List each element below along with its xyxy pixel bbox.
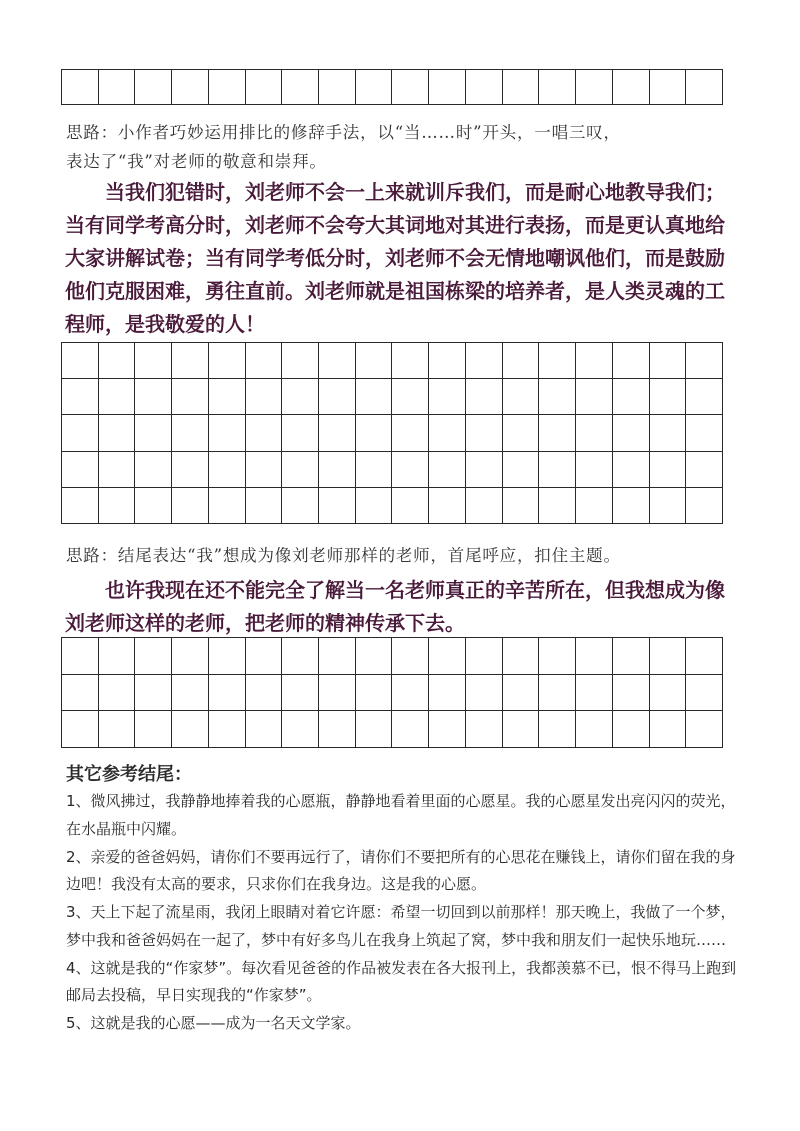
- grid-cell[interactable]: [502, 711, 539, 748]
- reference-ending-item: 4、这就是我的“作家梦”。每次看见爸爸的作品被发表在各大报刊上，我都羡慕不已，恨不得马上跑到邮局去投稿，早日实现我的“作家梦”。: [66, 958, 737, 1004]
- grid-cell[interactable]: [392, 415, 429, 451]
- grid-cell[interactable]: [282, 415, 319, 451]
- grid-cell[interactable]: [612, 638, 649, 675]
- grid-cell[interactable]: [392, 487, 429, 523]
- grid-cell[interactable]: [429, 487, 466, 523]
- grid-row: [62, 638, 723, 675]
- grid-cell[interactable]: [319, 711, 356, 748]
- grid-cell[interactable]: [502, 70, 539, 105]
- sample-paragraph-2: 也许我现在还不能完全了解当一名老师真正的辛苦所在，但我想成为像刘老师这样的老师，把老师的精神传承下去。: [65, 578, 725, 635]
- grid-cell[interactable]: [539, 415, 576, 451]
- grid-cell[interactable]: [392, 451, 429, 487]
- grid-cell[interactable]: [172, 487, 209, 523]
- grid-cell[interactable]: [649, 415, 686, 451]
- grid-cell[interactable]: [539, 451, 576, 487]
- grid-cell[interactable]: [245, 638, 282, 675]
- grid-row: [62, 415, 723, 451]
- grid-cell[interactable]: [392, 343, 429, 379]
- grid-cell[interactable]: [576, 415, 613, 451]
- grid-cell[interactable]: [612, 487, 649, 523]
- hint-note-2: 思路：结尾表达“我”想成为像刘老师那样的老师，首尾呼应，扣住主题。: [66, 546, 621, 565]
- grid-cell[interactable]: [539, 711, 576, 748]
- grid-cell[interactable]: [392, 674, 429, 711]
- grid-cell[interactable]: [649, 711, 686, 748]
- grid-cell[interactable]: [208, 343, 245, 379]
- reference-endings-title: 其它参考结尾：: [66, 764, 192, 785]
- reference-ending-item: 3、天上下起了流星雨，我闭上眼睛对着它许愿：希望一切回到以前那样！那天晚上，我做了一个梦，梦中我和爸爸妈妈在一起了，梦中有好多鸟儿在我身上筑起了窝，梦中我和朋友们一起快乐地玩……: [66, 903, 736, 949]
- grid-cell[interactable]: [576, 638, 613, 675]
- grid-cell[interactable]: [612, 711, 649, 748]
- grid-cell[interactable]: [282, 711, 319, 748]
- grid-cell[interactable]: [208, 379, 245, 415]
- reference-ending-item: 5、这就是我的心愿——成为一名天文学家。: [66, 1014, 361, 1032]
- grid-cell[interactable]: [98, 415, 135, 451]
- grid-cell[interactable]: [172, 711, 209, 748]
- grid-cell[interactable]: [612, 415, 649, 451]
- grid-cell[interactable]: [612, 451, 649, 487]
- grid-cell[interactable]: [465, 674, 502, 711]
- grid-cell[interactable]: [649, 70, 686, 105]
- grid-cell[interactable]: [502, 343, 539, 379]
- grid-cell[interactable]: [355, 638, 392, 675]
- grid-cell[interactable]: [576, 451, 613, 487]
- hint-note-1-line-2: 表达了“我”对老师的敬意和崇拜。: [66, 152, 327, 171]
- grid-cell[interactable]: [172, 638, 209, 675]
- grid-cell[interactable]: [576, 379, 613, 415]
- grid-cell[interactable]: [98, 674, 135, 711]
- grid-cell[interactable]: [355, 674, 392, 711]
- grid-cell[interactable]: [62, 674, 99, 711]
- grid-cell[interactable]: [319, 343, 356, 379]
- grid-cell[interactable]: [429, 415, 466, 451]
- grid-cell[interactable]: [172, 70, 209, 105]
- grid-cell[interactable]: [62, 415, 99, 451]
- reference-ending-item: 1、微风拂过，我静静地捧着我的心愿瓶，静静地看着里面的心愿星。我的心愿星发出亮闪闪的荧光，在水晶瓶中闪耀。: [66, 792, 736, 838]
- grid-cell[interactable]: [539, 487, 576, 523]
- grid-cell[interactable]: [245, 711, 282, 748]
- grid-cell[interactable]: [539, 638, 576, 675]
- grid-cell[interactable]: [576, 711, 613, 748]
- grid-cell[interactable]: [319, 674, 356, 711]
- grid-cell[interactable]: [649, 451, 686, 487]
- grid-cell[interactable]: [135, 70, 172, 105]
- grid-cell[interactable]: [355, 451, 392, 487]
- grid-cell[interactable]: [245, 451, 282, 487]
- grid-cell[interactable]: [465, 343, 502, 379]
- sample-paragraph-1: 当我们犯错时，刘老师不会一上来就训斥我们，而是耐心地教导我们；当有同学考高分时，刘老师不会夸大其词地对其进行表扬，而是更认真地给大家讲解试卷；当有同学考低分时，刘老师不会无情地嘲讽他们，而是鼓励他们克服困难，勇往直前。刘老师就是祖国栋梁的培养者，是人类灵魂的工程师，是我敬爱的人！: [65, 180, 725, 336]
- grid-cell[interactable]: [135, 451, 172, 487]
- grid-row: [62, 70, 723, 105]
- grid-cell[interactable]: [208, 415, 245, 451]
- grid-cell[interactable]: [62, 487, 99, 523]
- grid-cell[interactable]: [392, 379, 429, 415]
- reference-endings-list: [66, 788, 738, 1038]
- grid-cell[interactable]: [98, 70, 135, 105]
- grid-cell[interactable]: [502, 451, 539, 487]
- grid-cell[interactable]: [686, 451, 723, 487]
- writing-grid-1[interactable]: [61, 69, 723, 105]
- grid-cell[interactable]: [282, 343, 319, 379]
- writing-grid-3[interactable]: [61, 637, 723, 748]
- grid-cell[interactable]: [576, 674, 613, 711]
- grid-cell[interactable]: [172, 415, 209, 451]
- grid-cell[interactable]: [245, 487, 282, 523]
- grid-cell[interactable]: [282, 379, 319, 415]
- grid-cell[interactable]: [282, 638, 319, 675]
- grid-cell[interactable]: [355, 487, 392, 523]
- grid-cell[interactable]: [649, 674, 686, 711]
- grid-cell[interactable]: [319, 451, 356, 487]
- grid-cell[interactable]: [502, 415, 539, 451]
- grid-cell[interactable]: [649, 343, 686, 379]
- grid-cell[interactable]: [208, 487, 245, 523]
- grid-row: [62, 487, 723, 523]
- grid-cell[interactable]: [319, 70, 356, 105]
- grid-cell[interactable]: [502, 487, 539, 523]
- grid-cell[interactable]: [465, 70, 502, 105]
- grid-cell[interactable]: [612, 343, 649, 379]
- grid-cell[interactable]: [649, 638, 686, 675]
- grid-cell[interactable]: [62, 343, 99, 379]
- grid-cell[interactable]: [539, 343, 576, 379]
- grid-cell[interactable]: [319, 638, 356, 675]
- grid-cell[interactable]: [539, 379, 576, 415]
- grid-cell[interactable]: [282, 70, 319, 105]
- grid-cell[interactable]: [98, 379, 135, 415]
- grid-cell[interactable]: [282, 674, 319, 711]
- grid-cell[interactable]: [135, 343, 172, 379]
- grid-cell[interactable]: [649, 487, 686, 523]
- grid-cell[interactable]: [245, 415, 282, 451]
- grid-cell[interactable]: [208, 70, 245, 105]
- grid-cell[interactable]: [429, 674, 466, 711]
- grid-cell[interactable]: [429, 711, 466, 748]
- grid-cell[interactable]: [392, 70, 429, 105]
- grid-cell[interactable]: [612, 70, 649, 105]
- grid-cell[interactable]: [576, 343, 613, 379]
- grid-cell[interactable]: [319, 379, 356, 415]
- hint-note-1: [66, 118, 736, 176]
- hint-note-1-line-1: 思路：小作者巧妙运用排比的修辞手法，以“当……时”开头，一唱三叹，: [66, 123, 621, 142]
- grid-cell[interactable]: [576, 70, 613, 105]
- grid-cell[interactable]: [172, 343, 209, 379]
- grid-cell[interactable]: [282, 487, 319, 523]
- grid-cell[interactable]: [429, 451, 466, 487]
- grid-cell[interactable]: [245, 70, 282, 105]
- grid-cell[interactable]: [649, 379, 686, 415]
- grid-cell[interactable]: [392, 638, 429, 675]
- grid-row: [62, 451, 723, 487]
- grid-cell[interactable]: [62, 638, 99, 675]
- grid-cell[interactable]: [686, 638, 723, 675]
- grid-cell[interactable]: [465, 379, 502, 415]
- grid-cell[interactable]: [429, 70, 466, 105]
- grid-row: [62, 711, 723, 748]
- grid-cell[interactable]: [539, 70, 576, 105]
- grid-cell[interactable]: [612, 674, 649, 711]
- grid-cell[interactable]: [465, 711, 502, 748]
- grid-cell[interactable]: [686, 674, 723, 711]
- grid-cell[interactable]: [355, 343, 392, 379]
- grid-cell[interactable]: [539, 674, 576, 711]
- reference-ending-item: 2、亲爱的爸爸妈妈，请你们不要再远行了，请你们不要把所有的心思花在赚钱上，请你们留在我的身边吧！我没有太高的要求，只求你们在我身边。这是我的心愿。: [66, 847, 736, 893]
- grid-cell[interactable]: [502, 638, 539, 675]
- grid-cell[interactable]: [502, 674, 539, 711]
- grid-cell[interactable]: [576, 487, 613, 523]
- grid-cell[interactable]: [172, 379, 209, 415]
- grid-cell[interactable]: [98, 487, 135, 523]
- writing-grid-2[interactable]: [61, 342, 723, 524]
- grid-cell[interactable]: [686, 415, 723, 451]
- grid-cell[interactable]: [686, 70, 723, 105]
- grid-cell[interactable]: [612, 379, 649, 415]
- grid-cell[interactable]: [429, 343, 466, 379]
- grid-cell[interactable]: [62, 70, 99, 105]
- grid-row: [62, 343, 723, 379]
- grid-cell[interactable]: [62, 451, 99, 487]
- grid-cell[interactable]: [355, 379, 392, 415]
- grid-cell[interactable]: [282, 451, 319, 487]
- grid-cell[interactable]: [686, 487, 723, 523]
- grid-cell[interactable]: [98, 711, 135, 748]
- grid-cell[interactable]: [172, 674, 209, 711]
- grid-cell[interactable]: [135, 379, 172, 415]
- grid-cell[interactable]: [686, 379, 723, 415]
- grid-row: [62, 379, 723, 415]
- grid-cell[interactable]: [465, 487, 502, 523]
- grid-cell[interactable]: [135, 711, 172, 748]
- grid-cell[interactable]: [98, 638, 135, 675]
- grid-cell[interactable]: [355, 711, 392, 748]
- grid-row: [62, 674, 723, 711]
- grid-cell[interactable]: [135, 674, 172, 711]
- grid-cell[interactable]: [465, 451, 502, 487]
- grid-cell[interactable]: [465, 638, 502, 675]
- grid-cell[interactable]: [208, 711, 245, 748]
- grid-cell[interactable]: [62, 711, 99, 748]
- grid-cell[interactable]: [686, 711, 723, 748]
- grid-cell[interactable]: [245, 343, 282, 379]
- grid-cell[interactable]: [429, 638, 466, 675]
- grid-cell[interactable]: [135, 415, 172, 451]
- grid-cell[interactable]: [465, 415, 502, 451]
- grid-cell[interactable]: [208, 451, 245, 487]
- grid-cell[interactable]: [319, 487, 356, 523]
- grid-cell[interactable]: [502, 379, 539, 415]
- grid-cell[interactable]: [208, 674, 245, 711]
- grid-cell[interactable]: [98, 451, 135, 487]
- grid-cell[interactable]: [245, 379, 282, 415]
- grid-cell[interactable]: [429, 379, 466, 415]
- grid-cell[interactable]: [392, 711, 429, 748]
- grid-cell[interactable]: [98, 343, 135, 379]
- grid-cell[interactable]: [355, 70, 392, 105]
- grid-cell[interactable]: [319, 415, 356, 451]
- grid-cell[interactable]: [62, 379, 99, 415]
- grid-cell[interactable]: [135, 487, 172, 523]
- grid-cell[interactable]: [686, 343, 723, 379]
- grid-cell[interactable]: [135, 638, 172, 675]
- grid-cell[interactable]: [245, 674, 282, 711]
- grid-cell[interactable]: [172, 451, 209, 487]
- grid-cell[interactable]: [208, 638, 245, 675]
- grid-cell[interactable]: [355, 415, 392, 451]
